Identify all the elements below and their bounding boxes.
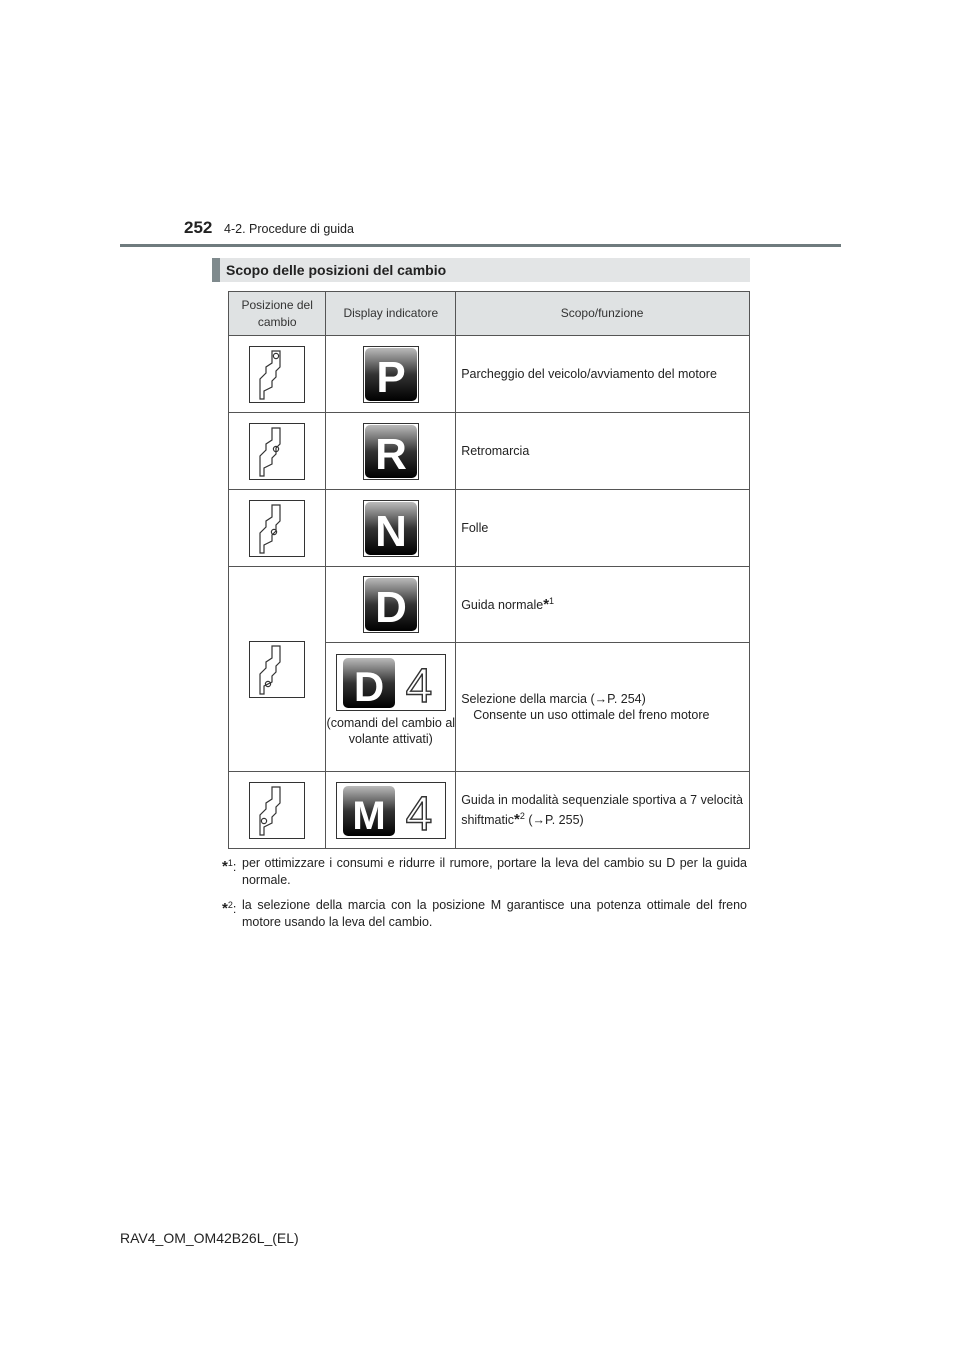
purpose-cell: Retromarcia bbox=[456, 413, 750, 490]
purpose-cell: Parcheggio del veicolo/avviamento del motore bbox=[456, 336, 750, 413]
purpose-cell bbox=[456, 643, 750, 772]
header-cell: Posizione del cambio bbox=[229, 292, 326, 336]
footnote-mark: *$^1$: bbox=[222, 858, 237, 876]
table-row bbox=[229, 772, 750, 849]
purpose-text: Guida in modalità sequenziale sportiva a 7 velocità shiftmatic*$^2$ (→P. 255) bbox=[461, 792, 743, 829]
indicator-d4-icon bbox=[336, 654, 446, 711]
shift-lever-n-icon bbox=[249, 500, 305, 557]
page-footer: RAV4_OM_OM42B26L_(EL) bbox=[120, 1230, 299, 1246]
header-cell: Scopo/funzione bbox=[456, 292, 750, 336]
header-rule bbox=[120, 244, 841, 247]
table-row bbox=[229, 490, 750, 567]
footnote-text: la selezione della marcia con la posizione M garantisce una potenza ottimale del freno motore usando la leva del cambio. bbox=[242, 898, 747, 929]
purpose-text: Selezione della marcia (→P. 254) bbox=[461, 692, 646, 706]
indicator-n-icon bbox=[363, 500, 419, 557]
title-accent bbox=[212, 258, 220, 282]
table-row bbox=[229, 336, 750, 413]
title-bar bbox=[212, 258, 750, 282]
indicator-number: 4 bbox=[405, 660, 433, 710]
section-heading: 4-2. Procedure di guida bbox=[224, 222, 354, 236]
indicator-p-icon bbox=[363, 346, 419, 403]
shift-lever-m-icon bbox=[249, 782, 305, 839]
purpose-cell bbox=[456, 567, 750, 643]
header-cell: Display indicatore bbox=[326, 292, 456, 336]
purpose-cell: Folle bbox=[456, 490, 750, 567]
shift-lever-r-icon bbox=[249, 423, 305, 480]
page-number: 252 bbox=[184, 218, 213, 237]
indicator-letter: N bbox=[374, 506, 407, 556]
indicator-d-icon bbox=[363, 576, 419, 633]
footnote-ref: 1 bbox=[549, 595, 555, 606]
footnote-2 bbox=[222, 897, 747, 931]
indicator-letter: R bbox=[374, 429, 407, 479]
footnote-text: per ottimizzare i consumi e ridurre il rumore, portare la leva del cambio su D per la guida normale. bbox=[242, 856, 747, 887]
shift-lever-p-icon bbox=[249, 346, 305, 403]
gear-table bbox=[228, 291, 750, 849]
shift-lever-d-icon bbox=[249, 641, 305, 698]
indicator-note: (comandi del cambio al volante attivati) bbox=[326, 716, 456, 746]
section-title: Scopo delle posizioni del cambio bbox=[226, 262, 447, 278]
footnote-mark: *$^2$: bbox=[222, 900, 237, 918]
footnote-1 bbox=[222, 855, 747, 889]
footnote-star: * bbox=[543, 596, 550, 614]
table-row bbox=[229, 567, 750, 643]
indicator-letter: D bbox=[374, 583, 407, 632]
table-header-row bbox=[229, 292, 750, 336]
indicator-letter: M bbox=[352, 793, 386, 838]
indicator-number: 4 bbox=[405, 787, 433, 838]
footnote-star: * bbox=[514, 811, 520, 829]
indicator-letter: D bbox=[353, 663, 384, 710]
purpose-detail: Consente un uso ottimale del freno motore bbox=[473, 708, 710, 722]
purpose-cell bbox=[456, 772, 750, 849]
purpose-text: Guida normale bbox=[461, 598, 544, 613]
indicator-m4-icon bbox=[336, 782, 446, 839]
indicator-letter: P bbox=[376, 352, 406, 402]
footnote-ref: 2 bbox=[519, 810, 525, 821]
purpose-suffix: (→P. 255) bbox=[528, 813, 584, 828]
table-row bbox=[229, 413, 750, 490]
indicator-r-icon bbox=[363, 423, 419, 480]
